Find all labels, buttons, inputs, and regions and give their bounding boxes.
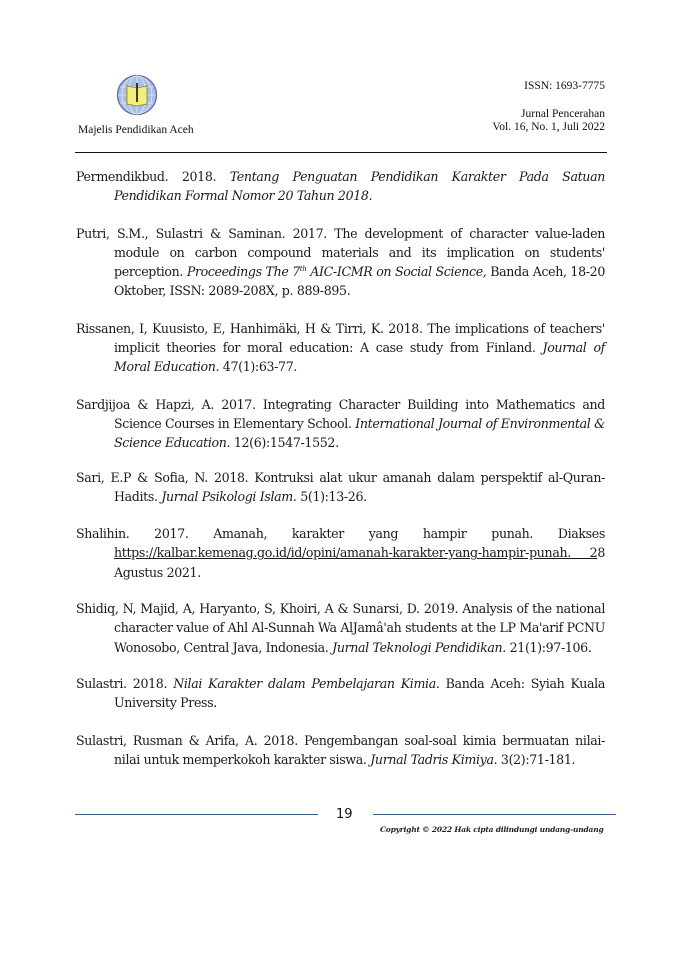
reference-authors-year: Putri, S.M., Sulastri & Saminan. 2017. bbox=[76, 225, 335, 241]
reference-item bbox=[76, 224, 605, 301]
journal-name: Jurnal Pencerahan bbox=[521, 108, 605, 120]
copyright-notice: Copyright © 2022 Hak cipta dilindungi undang-undang bbox=[380, 825, 604, 834]
reference-details: . 12(6):1547-1552. bbox=[226, 435, 339, 451]
reference-title: Pengembangan soal-soal kimia bermuatan nilai-nilai untuk memperkokoh karakter siswa. bbox=[114, 732, 605, 767]
reference-details: 21(1):97-106. bbox=[505, 639, 592, 655]
reference-item bbox=[76, 468, 605, 507]
reference-title: Amanah, karakter yang hampir punah. Diakses bbox=[213, 526, 606, 542]
reference-source: Jurnal Teknologi Pendidikan. bbox=[332, 639, 506, 655]
reference-details: 47(1):63-77. bbox=[219, 359, 298, 375]
majelis-pendidikan-aceh-logo-icon bbox=[116, 74, 158, 116]
journal-info bbox=[492, 80, 605, 134]
reference-title: The implications of teachers' implicit theories for moral education: A case study from Finland. bbox=[114, 320, 605, 356]
reference-source: International Journal of Environmental & Science Education bbox=[114, 415, 606, 451]
reference-source: AIC-ICMR on Social Science, bbox=[306, 264, 487, 280]
reference-title: Nilai Karakter dalam Pembelajaran Kimia bbox=[173, 675, 436, 691]
organization-name: Majelis Pendidikan Aceh bbox=[78, 124, 194, 136]
reference-item bbox=[76, 599, 605, 657]
reference-authors-year: Shalihin. 2017. bbox=[76, 526, 214, 542]
reference-title: The development of character value-laden module on carbon compound materials and its implication on students' perception. bbox=[114, 225, 605, 280]
reference-authors-year: Permendikbud. 2018. bbox=[76, 169, 230, 184]
footer-divider-right bbox=[373, 814, 616, 815]
reference-source: Jurnal Psikologi Islam. bbox=[161, 488, 297, 504]
reference-title: Tentang Penguatan Pendidikan Karakter Pada Satuan Pendidikan Formal Nomor 20 Tahun 2018. bbox=[114, 169, 605, 204]
reference-source: Jurnal Tadris Kimiya. bbox=[370, 751, 498, 767]
reference-title: Analysis of the national character value of Ahl Al-Sunnah Wa AlJamâ'ah students at the LP Ma'arif PCNU Wonosobo, Central Java, Indonesia. bbox=[114, 601, 605, 655]
header-divider bbox=[75, 152, 607, 153]
reference-item bbox=[76, 674, 605, 713]
reference-item bbox=[76, 167, 605, 206]
issn: ISSN: 1693-7775 bbox=[524, 80, 605, 92]
page-number: 19 bbox=[336, 807, 353, 822]
reference-details: 5(1):13-26. bbox=[296, 488, 367, 504]
reference-item bbox=[76, 731, 605, 770]
footer-divider-left bbox=[75, 814, 318, 815]
reference-details: 3(2):71-181. bbox=[497, 751, 576, 767]
reference-authors-year: Shidiq, N, Majid, A, Haryanto, S, Khoiri, A & Sunarsi, D. 2019. bbox=[76, 601, 463, 617]
reference-authors-year: Sardjijoa & Hapzi, A. 2017. bbox=[76, 396, 263, 412]
reference-authors-year: Rissanen, I, Kuusisto, E, Hanhimäki, H & Tirri, K. 2018. bbox=[76, 320, 428, 336]
reference-source-superscript: th bbox=[299, 265, 307, 274]
reference-source: Journal of Moral Education. bbox=[114, 340, 605, 375]
volume-info: Vol. 16, No. 1, Juli 2022 bbox=[492, 121, 605, 133]
reference-source: Proceedings The 7 bbox=[186, 264, 300, 280]
reference-title: Kontruksi alat ukur amanah dalam perspektif al-Quran-Hadits. bbox=[114, 469, 605, 504]
reference-title: Integrating Character Building into Mathematics and Science Courses in Elementary School. bbox=[114, 396, 605, 431]
reference-authors-year: Sari, E.P & Sofia, N. 2018. bbox=[76, 469, 255, 485]
reference-item bbox=[76, 319, 605, 377]
reference-item bbox=[76, 524, 605, 582]
reference-authors-year: Sulastri, Rusman & Arifa, A. 2018. bbox=[76, 732, 305, 748]
reference-details: 8 Agustus 2021. bbox=[114, 545, 605, 580]
reference-authors-year: Sulastri. 2018. bbox=[76, 675, 174, 691]
reference-details: Banda Aceh, 18-20 Oktober, ISSN: 2089-208X, p. 889-895. bbox=[114, 264, 605, 299]
reference-details: . Banda Aceh: Syiah Kuala University Press. bbox=[114, 675, 606, 711]
reference-item bbox=[76, 395, 605, 453]
reference-list bbox=[76, 167, 605, 769]
reference-url-link[interactable]: https://kalbar.kemenag.go.id/id/opini/amanah-karakter-yang-hampir-punah. 2 bbox=[114, 545, 598, 561]
